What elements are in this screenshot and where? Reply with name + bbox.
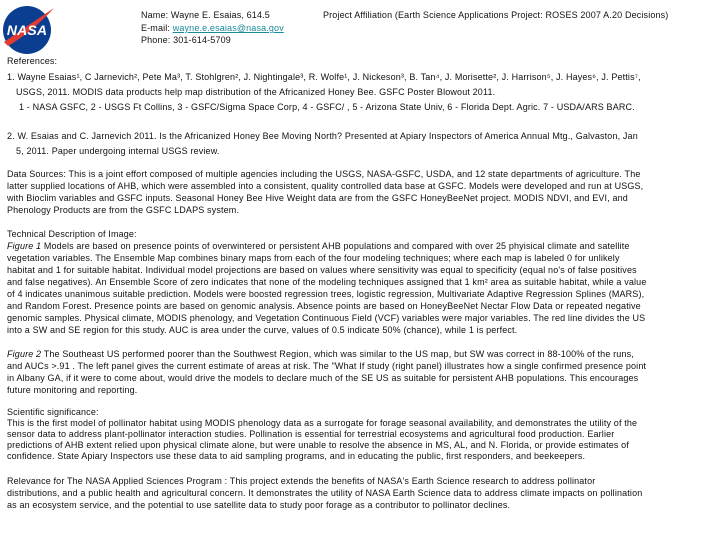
technical-description-section xyxy=(7,228,646,396)
relevance-line: distributions, and a public health and agricultural concern. It demonstrates the utility of NASA Earth Science data to address climate impacts on pollination xyxy=(7,488,643,498)
references-section xyxy=(7,55,641,157)
data-sources-line: with Bioclim variables and GSFC inputs. Seasonal Honey Bee Hive Weight data are from the GSFC HoneyBeeNet project. MODIS NDVI, and EVI, and xyxy=(7,193,628,203)
significance-title: Scientific significance: xyxy=(7,407,99,417)
data-sources-section xyxy=(7,168,643,216)
figure-1-line: habitat and 1 for suitable habitat. Individual model projections are based on values where sensitivity was equal to specificity (equal no's of false positives xyxy=(7,265,637,275)
figure-2-text: The Southeast US performed poorer than the Southwest Region, which was similar to the US map, but SW was correct in 88-100% of the runs, xyxy=(41,349,634,359)
figure-2-line: future monitoring and reporting. xyxy=(7,385,138,395)
reference-2-line: 2. W. Esaias and C. Jarnevich 2011. Is the Africanized Honey Bee Moving North? Presented at Apiary Inspectors of America Annual Mtg., Galvaston, Jan xyxy=(7,131,638,141)
figure-1-line xyxy=(7,240,646,252)
significance-line: sensor data to address plant-pollinator interaction studies. Pollination is essential for terrestrial ecosystems and agricultural food production. Earlier xyxy=(7,429,615,439)
figure-1-line: of 4 indicates unanimous suitable prediction. Models were boosted regression trees, logistic regression, Multivariate Adaptive Regression Splines (MARS), xyxy=(7,289,645,299)
figure-1-line: into a SW and SE region for this study. AUC is area under the curve, values of 0.5 indicate 50% (chance), while 1 is perfect. xyxy=(7,325,518,335)
reference-2-line: 5, 2011. Paper undergoing internal USGS review. xyxy=(16,146,220,156)
significance-line: predictions of AHB extent relied upon physical climate alone, but were unable to resolve the absence in MS, AL, and N. Florida, or provide estimates of xyxy=(7,440,629,450)
svg-text:NASA: NASA xyxy=(6,22,48,38)
nasa-logo xyxy=(2,2,56,62)
data-sources-line: latter supplied locations of AHB, which were assembled into a consistent, quality controlled data base at GSFC. Models were developed and run at USGS, xyxy=(7,181,644,191)
reference-1-affiliations: 1 - NASA GSFC, 2 - USGS Ft Collins, 3 - GSFC/Sigma Space Corp, 4 - GSFC/ , 5 - Arizona State Univ, 6 - Florida Dept. Agric. 7 - USDA/ARS BARC. xyxy=(19,102,635,112)
figure-1-line: and Random Forest. Presence points are based on genomic analysis. Absence points are based on HoneyBeeNet Nectar Flow Data or repeated negative xyxy=(7,301,641,311)
figure-2-label: Figure 2 xyxy=(7,349,42,359)
project-affiliation: Project Affiliation (Earth Science Applications Project: ROSES 2007 A.20 Decisions) xyxy=(323,10,669,20)
relevance-line: as an ecosystem service, and the potential to use satellite data to study poor forage as a contributor to pollinator declines. xyxy=(7,500,511,510)
references-title: References: xyxy=(7,56,58,66)
relevance-section xyxy=(7,475,642,511)
figure-1-line: vegetation variables. The Ensemble Map combines binary maps from each of the four modeling techniques; where each map is labeled 0 for unlikely xyxy=(7,253,620,263)
figure-2-line: in Albany GA, if it were to come about, would drive the models to declare much of the SE US as suitable for persistent AHB populations. This encourages xyxy=(7,373,639,383)
significance-line: This is the first model of pollinator habitat using MODIS phenology data as a surrogate for forage seasonal availability, and demonstrates the utility of the xyxy=(7,418,638,428)
relevance-line: Relevance for The NASA Applied Sciences Program : This project extends the benefits of NASA's Earth Science research to address pollinator xyxy=(7,476,596,486)
technical-title: Technical Description of Image: xyxy=(7,229,137,239)
email-label: E-mail: xyxy=(141,23,173,33)
scientific-significance-section xyxy=(7,407,637,462)
figure-2-line: and AUCs >.91 . The left panel gives the current estimate of areas at risk. The "What If study (right panel) illustrates how a single confirmed presence point xyxy=(7,361,647,371)
figure-1-text: Models are based on presence points of overwintered or persistent AHB populations and compared with over 25 phyisical climate and satellite xyxy=(41,241,630,251)
significance-line: confidence. State Apiary Inspectors use these data to aid sampling programs, and in educating the public, first responders, and beekeepers. xyxy=(7,451,586,461)
data-sources-line: Phenology Products are from the GSFC LDAPS system. xyxy=(7,205,240,215)
email-link[interactable]: wayne.e.esaias@nasa.gov xyxy=(172,23,284,33)
data-sources-line: Data Sources: This is a joint effort composed of multiple agencies including the USGS, NASA-GSFC, USDA, and 12 state departments of agriculture. The xyxy=(7,169,641,179)
reference-1-line: 1. Wayne Esaias¹, C Jarnevich², Pete Ma³, T. Stohlgren², J. Nightingale³, R. Wolfe¹, J. Nickeson³, B. Tan⁴, J. Morisette², J. Harrison⁵, J. Hayes⁶, J. Pettis⁷, xyxy=(7,72,641,82)
figure-1-label: Figure 1 xyxy=(7,241,42,251)
figure-1-line: and false negatives). An Ensemble Score of zero indicates that none of the modeling techniques assigned that 1 km² area as suitable habitat, while a value xyxy=(7,277,647,287)
contact-email-row xyxy=(141,22,284,34)
figure-2-line xyxy=(7,348,646,360)
contact-phone: Phone: 301-614-5709 xyxy=(141,35,231,45)
reference-1-line: USGS, 2011. MODIS data products help map distribution of the Africanized Honey Bee. GSFC Poster Blowout 2011. xyxy=(16,87,496,97)
contact-name: Name: Wayne E. Esaias, 614.5 xyxy=(141,10,270,20)
figure-1-line: genomic samples. Physical climate, MODIS phenology, and Vegetation Continuous Field (VCF) variables were major variables. The red line divides the US xyxy=(7,313,646,323)
